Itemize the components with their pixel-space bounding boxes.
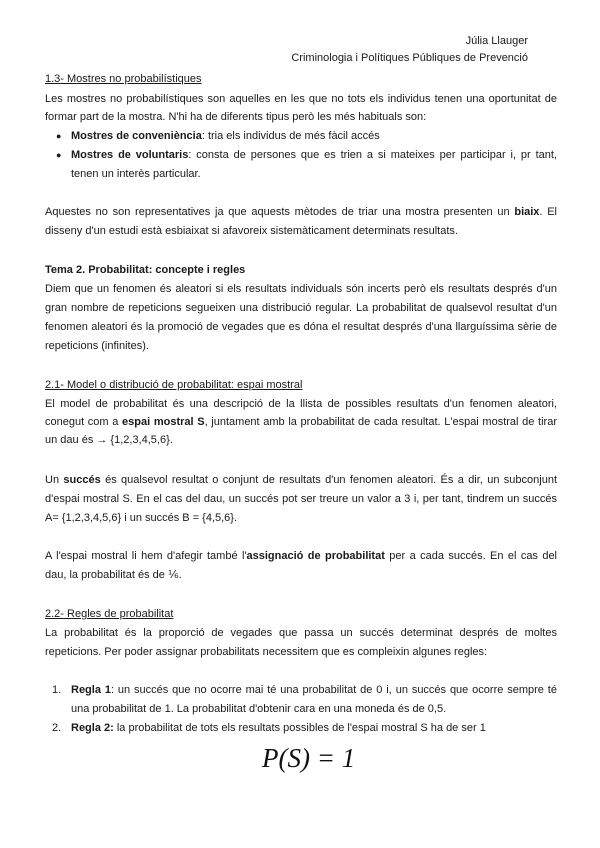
bold-term: assignació de probabilitat <box>246 550 385 562</box>
paragraph-line: fenomen aleatori és la promoció de vegades que es dóna el resultat després d'una llarguíssima sèrie de <box>45 321 557 333</box>
rule-term: Regla 1 <box>71 684 111 696</box>
bullet-icon: ● <box>56 150 62 160</box>
text: Un <box>45 474 60 486</box>
text: conegut com a <box>45 416 119 428</box>
rule-text: : un succés que no ocorre mai té una probabilitat de 0 i, un succés que ocorre sempre té <box>110 684 557 696</box>
text: per a cada succés. En el cas del <box>389 550 558 562</box>
formula-image: P(S) = 1 <box>262 743 356 773</box>
paragraph-line: gran nombre de repeticions segueixen una distribució regular. La probabilitat de qualsevol resultat d'un <box>45 302 557 314</box>
bold-term: succés <box>63 474 101 486</box>
section-heading-2-2: 2.2- Regles de probabilitat <box>45 608 174 620</box>
paragraph-line <box>45 548 557 565</box>
bullet-text: : consta de persones que es trien a si mateixes per participar i, pr tant, <box>188 149 557 161</box>
bullet-icon: ● <box>56 131 62 141</box>
bullet-item <box>71 147 557 164</box>
paragraph-line <box>45 204 557 221</box>
text: Aquestes no son representatives ja que aquests mètodes de triar una mostra presenten un <box>45 206 510 218</box>
list-number: 1. <box>52 684 62 696</box>
bold-term: biaix <box>514 206 540 218</box>
paragraph-line: repeticions (infinites). <box>45 340 149 352</box>
bullet-term: Mostres de voluntaris <box>71 149 189 161</box>
bullet-text-cont: tenen un interès particular. <box>71 168 201 180</box>
rule-term: Regla 2: <box>71 722 114 734</box>
paragraph-line: dau, la probabilitat és de ⅙. <box>45 569 182 581</box>
bullet-text: : tria els individus de més fàcil accés <box>201 130 380 142</box>
header-author: Júlia Llauger <box>465 35 528 47</box>
rule-item <box>71 682 557 699</box>
text: . El <box>539 206 557 218</box>
paragraph-line: La probabilitat és la proporció de vegades que passa un succés determinat després de moltes <box>45 627 557 639</box>
text: A l'espai mostral li hem d'afegir també l' <box>45 550 247 562</box>
paragraph-line: un dau és → {1,2,3,4,5,6}. <box>45 434 173 446</box>
paragraph-line: Les mostres no probabilístiques son aquelles en les que no tots els individus tenen una oportunitat de <box>45 93 557 105</box>
chapter-heading: Tema 2. Probabilitat: concepte i regles <box>45 264 246 276</box>
paragraph-line: formar part de la mostra. N'hi ha de diferents tipus però les més habituals son: <box>45 111 427 123</box>
paragraph-line: d'espai mostral S. En el cas del dau, un succés pot ser treure un valor a 3 i, per tant, tindrem un succés <box>45 493 557 505</box>
rule-item <box>71 720 557 737</box>
text: és qualsevol resultat o conjunt de resultats d'un fenomen aleatori. És a dir, un subconjunt <box>105 474 558 486</box>
bullet-term: Mostres de conveniència <box>71 130 202 142</box>
bold-term: espai mostral S <box>122 416 205 428</box>
paragraph-line: repeticions. Per poder assignar probabilitats necessitem que es compleixin algunes regles: <box>45 646 488 658</box>
rule-text-cont: una probabilitat de 1. La probabilitat d'obtenir cara en una moneda és de 0,5. <box>71 703 447 715</box>
paragraph-line <box>45 472 557 489</box>
paragraph-line: disseny d'un estudi està esbiaixat si afavoreix sistemàticament determinats resultats. <box>45 225 458 237</box>
section-heading-1-3: 1.3- Mostres no probabilístiques <box>45 73 202 85</box>
rule-text: la probabilitat de tots els resultats possibles de l'espai mostral S ha de ser 1 <box>113 722 486 734</box>
paragraph-line: El model de probabilitat és una descripció de la llista de possibles resultats d'un fenomen aleatori, <box>45 398 557 410</box>
header-course: Criminologia i Polítiques Públiques de Prevenció <box>291 52 528 64</box>
paragraph-line: Diem que un fenomen és aleatori si els resultats individuals són incerts però els resultats després d'un <box>45 283 557 295</box>
text: , juntament amb la probabilitat de cada resultat. L'espai mostral de tirar <box>204 416 557 428</box>
list-number: 2. <box>52 722 62 734</box>
section-heading-2-1: 2.1- Model o distribució de probabilitat: espai mostral <box>45 379 303 391</box>
bullet-item <box>71 128 557 145</box>
paragraph-line <box>45 414 557 431</box>
paragraph-line: A= {1,2,3,4,5,6} i un succés B = {4,5,6}. <box>45 512 238 524</box>
